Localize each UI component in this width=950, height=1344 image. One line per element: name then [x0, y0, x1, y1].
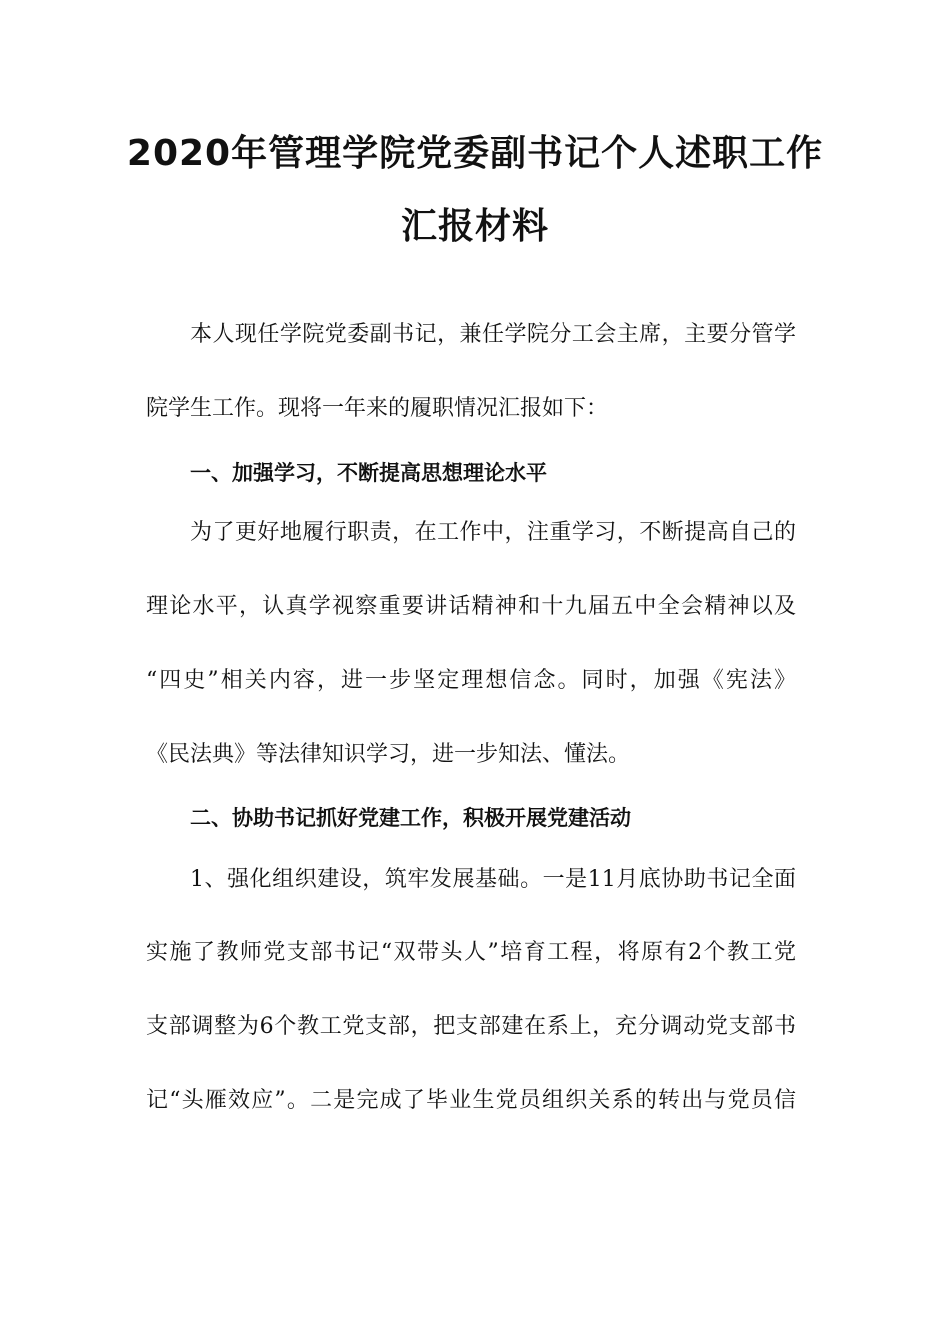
section-1-line-4: 《民法典》等法律知识学习，进一步知法、懂法。	[146, 742, 631, 767]
section-2-line-3: 支部调整为6个教工党支部，把支部建在系上，充分调动党支部书	[146, 1014, 796, 1039]
section-2-line-2: 实施了教师党支部书记“双带头人”培育工程，将原有2个教工党	[146, 940, 796, 965]
section-2-line-4: 记“头雁效应”。二是完成了毕业生党员组织关系的转出与党员信	[146, 1088, 796, 1113]
intro-paragraph-line-2: 院学生工作。现将一年来的履职情况汇报如下：	[146, 396, 609, 421]
section-1-line-3: “四史”相关内容，进一步坚定理想信念。同时，加强《宪法》	[146, 668, 796, 693]
document-title-line-2: 汇报材料	[400, 206, 549, 247]
section-1-line-1: 为了更好地履行职责，在工作中，注重学习，不断提高自己的	[190, 520, 796, 545]
section-1-line-2: 理论水平，认真学视察重要讲话精神和十九届五中全会精神以及	[146, 594, 796, 619]
intro-paragraph-line-1: 本人现任学院党委副书记，兼任学院分工会主席，主要分管学	[190, 322, 796, 347]
section-1-heading: 一、加强学习，不断提高思想理论水平	[190, 461, 547, 485]
document-title-line-1: 2020年管理学院党委副书记个人述职工作	[126, 133, 824, 174]
section-2-heading: 二、协助书记抓好党建工作，积极开展党建活动	[190, 806, 631, 830]
section-2-line-1: 1、强化组织建设，筑牢发展基础。一是11月底协助书记全面	[190, 867, 796, 892]
